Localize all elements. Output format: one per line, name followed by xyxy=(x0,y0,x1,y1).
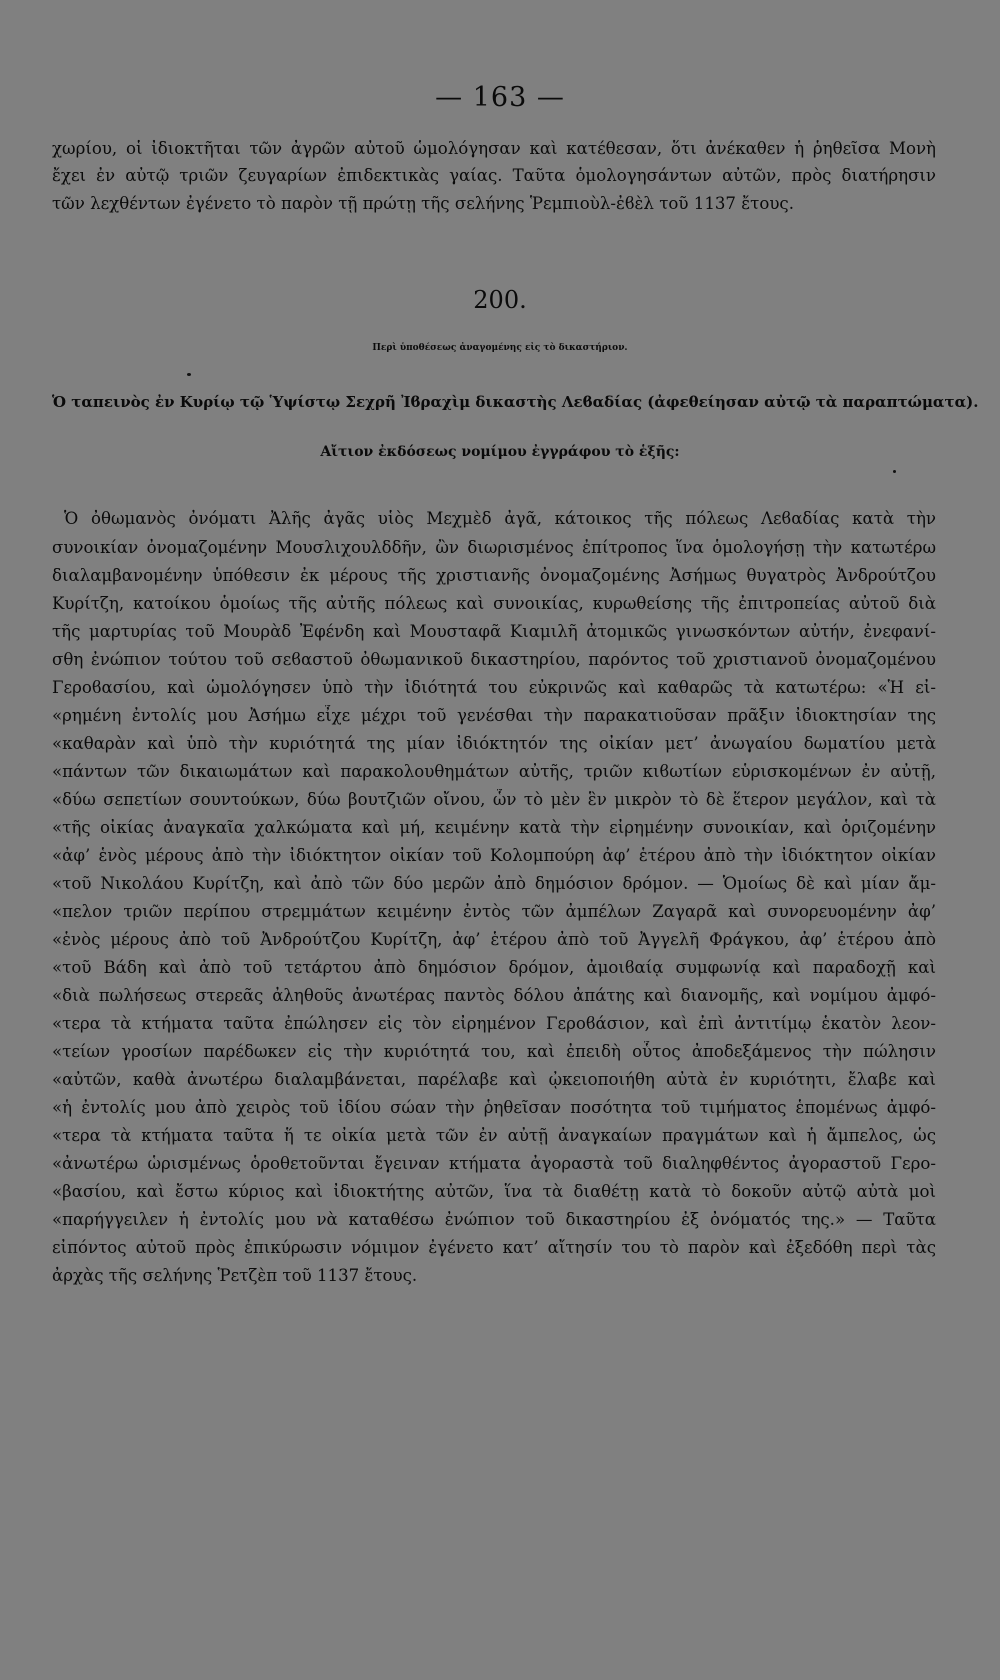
scan-speck xyxy=(187,373,191,376)
text-line: «παρήγγειλεν ἡ ἐντολίς μου νὰ καταθέσω ἐνώπιον τοῦ δικαστηρίου ἐξ ὀνόματός της.» — Ταῦτα xyxy=(52,1210,936,1229)
text-line: τῆς μαρτυρίας τοῦ Μουρὰδ Ἐφένδη καὶ Μουσταφᾶ Κιαμιλῆ ἀτομικῶς γινωσκόντων αὐτήν, ἐνεφανί- xyxy=(52,622,936,641)
text-line: «διὰ πωλήσεως στερεᾶς ἀληθοῦς ἀνωτέρας παντὸς δόλου ἀπάτης καὶ διανομῆς, καὶ νομίμου ἀμφό- xyxy=(52,986,936,1005)
text-line: Κυρίτζη, κατοίκου ὁμοίως τῆς αὐτῆς πόλεως καὶ συνοικίας, κυρωθείσης τῆς ἐπιτροπείας αὐτοῦ διὰ xyxy=(52,594,936,613)
text-line: «τερα τὰ κτήματα ταῦτα ἥ τε οἰκία μετὰ τῶν ἐν αὐτῇ ἀναγκαίων πραγμάτων καὶ ἡ ἄμπελος, ὡς xyxy=(52,1126,936,1145)
text-line: εἰπόντος αὐτοῦ πρὸς ἐπικύρωσιν νόμιμον ἐγένετο κατ’ αἴτησίν του τὸ παρὸν καὶ ἐξεδόθη περὶ τὰς xyxy=(52,1238,936,1257)
text-line: Ὁ ὀθωμανὸς ὀνόματι Ἀλῆς ἀγᾶς υἱὸς Μεχμὲδ ἀγᾶ, κάτοικος τῆς πόλεως Λεϐαδίας κατὰ τὴν xyxy=(64,509,936,528)
text-line: «πελον τριῶν περίπου στρεμμάτων κειμένην ἐντὸς τῶν ἀμπέλων Ζαγαρᾶ καὶ συνορευομένην ἀφ’ xyxy=(52,902,936,921)
text-line: «αὐτῶν, καθὰ ἀνωτέρω διαλαμβάνεται, παρέλαβε καὶ ᾠκειοποιήθη αὐτὰ ἐν κυριότητι, ἔλαβε καὶ xyxy=(52,1070,936,1089)
text-line: «ἑνὸς μέρους ἀπὸ τοῦ Ἀνδρούτζου Κυρίτζη, ἀφ’ ἑτέρου ἀπὸ τοῦ Ἀγγελῆ Φράγκου, ἀφ’ ἑτέρου ἀπὸ xyxy=(52,930,936,949)
text-line: «τερα τὰ κτήματα ταῦτα ἐπώλησεν εἰς τὸν εἰρημένον Γεροϐάσιον, καὶ ἐπὶ ἀντιτίμῳ ἑκατὸν λεον- xyxy=(52,1014,936,1033)
text-line: χωρίου, οἱ ἰδιοκτῆται τῶν ἀγρῶν αὐτοῦ ὡμολόγησαν καὶ κατέθεσαν, ὅτι ἀνέκαθεν ἡ ῥηθεῖσα Μονὴ xyxy=(52,139,936,158)
text-line: τῶν λεχθέντων ἐγένετο τὸ παρὸν τῇ πρώτῃ τῆς σελήνης Ῥεμπιοὺλ-ἐϐὲλ τοῦ 1137 ἔτους. xyxy=(52,194,794,213)
document-reason: Αἴτιον ἐκδόσεως νομίμου ἐγγράφου τὸ ἑξῆς: xyxy=(320,444,680,460)
text-line: διαλαμβανομένην ὑπόθεσιν ἐκ μέρους τῆς χριστιανῆς ὀνομαζομένης Ἀσήμως θυγατρὸς Ἀνδρούτζου xyxy=(52,566,936,585)
text-line: «ρημένη ἐντολίς μου Ἀσήμω εἶχε μέχρι τοῦ γενέσθαι τὴν παρακατιοῦσαν πρᾶξιν ἰδιοκτησίαν της xyxy=(52,706,936,725)
text-line: «ἡ ἐντολίς μου ἀπὸ χειρὸς τοῦ ἰδίου σώαν τὴν ῥηθεῖσαν ποσότητα τοῦ τιμήματος ἑπομένως ἀμφό- xyxy=(52,1098,936,1117)
text-line: «δύω σεπετίων σουντούκων, δύω βουτζιῶν οἴνου, ὧν τὸ μὲν ἓν μικρὸν τὸ δὲ ἕτερον μεγάλον, καὶ τὰ xyxy=(52,790,936,809)
text-line: συνοικίαν ὀνομαζομένην Μουσλιχουλδδῆν, ὢν διωρισμένος ἐπίτροπος ἵνα ὁμολογήσῃ τὴν κατωτέρω xyxy=(52,538,936,557)
scan-speck xyxy=(893,470,896,473)
text-line: «ἀφ’ ἑνὸς μέρους ἀπὸ τὴν ἰδιόκτητον οἰκίαν τοῦ Κολομπούρη ἀφ’ ἑτέρου ἀπὸ τὴν ἰδιόκτητον οἰκίαν xyxy=(52,846,936,865)
document-subject: Περὶ ὑποθέσεως ἀναγομένης εἰς τὸ δικαστήριον. xyxy=(372,343,628,353)
text-line: «τοῦ Νικολάου Κυρίτζη, καὶ ἀπὸ τῶν δύο μερῶν ἀπὸ δημόσιον δρόμον. — Ὁμοίως δὲ καὶ μίαν ἄμ- xyxy=(52,874,936,893)
text-line: «ἀνωτέρω ὡρισμένως ὁροθετοῦνται ἔγειναν κτήματα ἀγοραστὰ τοῦ διαληφθέντος ἀγοραστοῦ Γερο- xyxy=(52,1154,936,1173)
text-line: «πάντων τῶν δικαιωμάτων καὶ παρακολουθημάτων αὐτῆς, τριῶν κιϐωτίων εὑρισκομένων ἐν αὐτῇ, xyxy=(52,762,936,781)
text-line: «τείων γροσίων παρέδωκεν εἰς τὴν κυριότητά του, καὶ ἐπειδὴ οὗτος ἀποδεξάμενος τὴν πώλησιν xyxy=(52,1042,936,1061)
text-line: «τῆς οἰκίας ἀναγκαῖα χαλκώματα καὶ μή, κειμένην κατὰ τὴν εἰρημένην συνοικίαν, καὶ ὁριζομένην xyxy=(52,818,936,837)
document-address: Ὁ ταπεινὸς ἐν Κυρίῳ τῷ Ὑψίστῳ Σεχρῆ Ἰϐραχὶμ δικαστὴς Λεϐαδίας (ἀφεθείησαν αὐτῷ τὰ παραπτώματα). xyxy=(52,393,979,411)
page-number: — 163 — xyxy=(435,82,565,113)
text-line: «καθαρὰν καὶ ὑπὸ τὴν κυριότητά της μίαν ἰδιόκτητόν της οἰκίαν μετ’ ἀνωγαίου δωματίου μετὰ xyxy=(52,734,936,753)
text-line: ἔχει ἐν αὐτῷ τριῶν ζευγαρίων ἐπιδεκτικὰς γαίας. Ταῦτα ὁμολογησάντων αὐτῶν, πρὸς διατήρησιν xyxy=(52,166,936,185)
text-line: «τοῦ Βάδη καὶ ἀπὸ τοῦ τετάρτου ἀπὸ δημόσιον δρόμον, ἀμοιϐαίᾳ συμφωνίᾳ καὶ παραδοχῇ καὶ xyxy=(52,958,936,977)
document-number: 200. xyxy=(473,286,527,314)
text-line: σθη ἐνώπιον τούτου τοῦ σεϐαστοῦ ὀθωμανικοῦ δικαστηρίου, παρόντος τοῦ χριστιανοῦ ὀνομαζομένου xyxy=(52,650,936,669)
text-line: ἀρχὰς τῆς σελήνης Ῥετζὲπ τοῦ 1137 ἔτους. xyxy=(52,1266,418,1285)
text-line: Γεροϐασίου, καὶ ὡμολόγησεν ὑπὸ τὴν ἰδιότητά του εὐκρινῶς καὶ καθαρῶς τὰ κατωτέρω: «Ἡ εἰ- xyxy=(52,678,936,697)
text-line: «βασίου, καὶ ἔστω κύριος καὶ ἰδιοκτήτης αὐτῶν, ἵνα τὰ διαθέτῃ κατὰ τὸ δοκοῦν αὐτῷ αὐτὰ μοὶ xyxy=(52,1182,936,1201)
